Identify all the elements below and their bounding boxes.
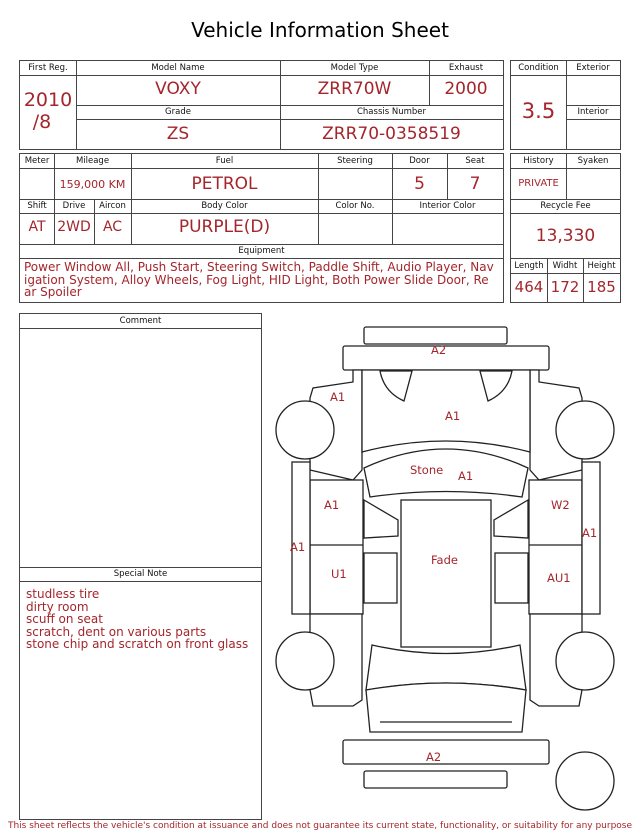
disclaimer-footer: This sheet reflects the vehicle's condition at issuance and does not guarantee its current state, functionality, or suitability for any purpose <box>7 821 633 831</box>
vehicle-basic-table <box>19 60 504 150</box>
damage-front-bumper: A2 <box>431 343 447 357</box>
exhaust-value: 2000 <box>444 79 488 99</box>
damage-right-rear-door: AU1 <box>547 571 571 585</box>
length-label: Length <box>514 261 544 271</box>
special-note-item: scratch, dent on various parts <box>26 624 207 639</box>
equipment-value: Power Window All, Push Start, Steering Switch, Paddle Shift, Audio Player, Navigation System, Alloy Wheels, Fog Light, HID Light, Both Power Slide Door, Rear Spoiler <box>24 260 494 299</box>
grade-label: Grade <box>165 107 191 117</box>
first-reg-month: /8 <box>32 111 52 133</box>
equipment-label: Equipment <box>238 246 285 256</box>
model-name-value: VOXY <box>155 79 201 99</box>
car-damage-diagram <box>268 318 634 818</box>
width-value: 172 <box>550 278 580 296</box>
door-label: Door <box>409 156 430 166</box>
chassis-number-label: Chassis Number <box>356 107 427 117</box>
special-note-list <box>26 588 248 651</box>
interior-color-label: Interior Color <box>419 201 476 211</box>
mileage-label: Mileage <box>75 156 110 166</box>
recycle-fee-label: Recycle Fee <box>540 201 591 211</box>
seat-label: Seat <box>465 156 485 166</box>
body-color-value: PURPLE(D) <box>178 217 271 237</box>
damage-hood: A1 <box>445 409 461 423</box>
seat-value: 7 <box>469 174 481 194</box>
fuel-value: PETROL <box>191 174 258 194</box>
comment-label: Comment <box>119 316 162 326</box>
length-value: 464 <box>514 278 544 296</box>
page-title: Vehicle Information Sheet <box>191 18 449 42</box>
condition-label: Condition <box>518 63 559 73</box>
model-type-value: ZRR70W <box>317 79 392 99</box>
shift-value: AT <box>28 219 46 235</box>
fuel-label: Fuel <box>215 156 234 166</box>
damage-rear-bumper: A2 <box>426 750 442 764</box>
chassis-number-value: ZRR70-0358519 <box>322 124 461 144</box>
drive-value: 2WD <box>57 219 91 235</box>
aircon-value: AC <box>102 219 123 235</box>
width-label: Widht <box>552 261 578 271</box>
damage-right-front-door: W2 <box>551 498 570 512</box>
door-value: 5 <box>414 174 425 194</box>
model-name-label: Model Name <box>151 63 205 73</box>
meter-label: Meter <box>24 156 50 166</box>
aircon-label: Aircon <box>99 201 126 211</box>
drive-label: Drive <box>62 201 86 211</box>
grade-value: ZS <box>166 124 190 144</box>
condition-table <box>510 60 621 150</box>
shift-label: Shift <box>27 201 47 211</box>
exterior-label: Exterior <box>576 63 610 73</box>
special-note-item: scuff on seat <box>26 612 103 626</box>
damage-front-left-fender: A1 <box>330 390 346 404</box>
history-label: History <box>523 156 554 166</box>
history-table <box>510 153 621 303</box>
damage-roof: Fade <box>431 553 458 567</box>
damage-left-rear-door: U1 <box>331 567 347 581</box>
exhaust-label: Exhaust <box>448 63 484 73</box>
history-value: PRIVATE <box>518 178 559 189</box>
mileage-value: 159,000 KM <box>59 178 126 191</box>
comment-panel <box>19 313 262 820</box>
condition-value: 3.5 <box>521 99 556 123</box>
height-value: 185 <box>587 278 616 296</box>
damage-windshield-stone: Stone <box>410 463 444 477</box>
color-no-label: Color No. <box>335 201 375 211</box>
special-note-item: stone chip and scratch on front glass <box>26 637 249 651</box>
vehicle-spec-table <box>19 153 504 303</box>
body-color-label: Body Color <box>201 201 248 211</box>
damage-left-front-door: A1 <box>324 498 340 512</box>
damage-windshield-a1: A1 <box>458 469 474 483</box>
special-note-item: studless tire <box>26 587 100 601</box>
model-type-label: Model Type <box>330 63 379 73</box>
recycle-fee-value: 13,330 <box>535 226 596 246</box>
height-label: Height <box>587 261 616 271</box>
interior-label: Interior <box>577 107 609 117</box>
damage-left-side: A1 <box>290 540 306 554</box>
first-reg-label: First Reg. <box>28 63 68 73</box>
special-note-item: dirty room <box>26 599 89 614</box>
damage-right-side: A1 <box>582 526 598 540</box>
syaken-label: Syaken <box>577 156 609 166</box>
first-reg-year: 2010 <box>23 89 73 111</box>
special-note-label: Special Note <box>113 569 168 579</box>
steering-label: Steering <box>337 156 373 166</box>
